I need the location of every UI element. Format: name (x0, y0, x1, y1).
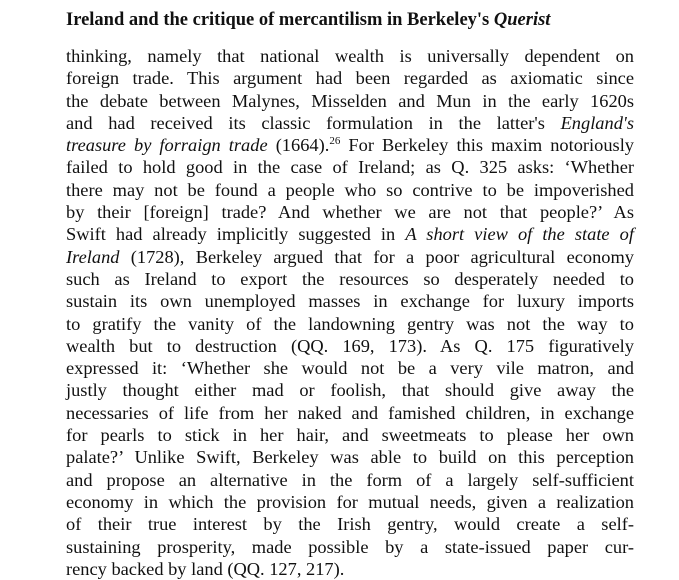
text-run: and propose an alternative in the form of a largely self-sufficient (66, 469, 634, 490)
text-run: failed to hold good in the case of Ireland; as Q. 325 asks: ‘Whether (66, 157, 634, 178)
italic-text: England's (560, 112, 634, 133)
text-run: thinking, namely that national wealth is universally dependent on (66, 46, 634, 66)
text-run: sustain its own unemployed masses in exchange for luxury imports (66, 291, 634, 312)
text-line (66, 491, 634, 513)
text-run: necessaries of life from her naked and famished children, in exchange (66, 402, 634, 423)
text-run: For Berkeley this maxim notoriously (340, 135, 634, 156)
italic-text: A short view of the state of (405, 224, 634, 245)
text-line (66, 268, 634, 290)
body-paragraph (66, 45, 634, 580)
text-line (66, 112, 634, 134)
text-line (66, 67, 634, 89)
text-line (66, 335, 634, 357)
text-line (66, 223, 634, 245)
text-run: (1664). (267, 135, 330, 156)
text-line (66, 45, 634, 67)
text-run: for pearls to stick in her hair, and sweetmeats to please her own (66, 425, 634, 446)
footnote-marker: 26 (329, 135, 341, 148)
text-run: Swift had already implicitly suggested in (66, 224, 406, 245)
text-run: palate?’ Unlike Swift, Berkeley was able to build on this perception (66, 447, 634, 468)
text-run: to gratify the vanity of the landowning gentry was not the way to (66, 313, 634, 334)
running-head-title: Ireland and the critique of mercantilism in Berkeley's (66, 10, 494, 30)
text-line (66, 513, 634, 535)
running-head (66, 8, 634, 32)
text-line (66, 156, 634, 178)
italic-text: treasure by forraign trade (66, 135, 268, 156)
text-line (66, 246, 634, 268)
text-line (66, 313, 634, 335)
text-line (66, 402, 634, 424)
text-run: expressed it: ‘Whether she would not be a very vile matron, and (66, 358, 634, 379)
text-line (66, 558, 634, 580)
text-line (66, 90, 634, 112)
text-run: of their true interest by the Irish gentry, would create a self- (66, 514, 634, 535)
text-run: there may not be found a people who so contrive to be impoverished (66, 179, 634, 200)
text-run: and had received its classic formulation in the latter's (66, 112, 561, 133)
text-line (66, 134, 634, 156)
running-head-title-italic: Querist (493, 10, 551, 30)
text-line (66, 424, 634, 446)
text-line (66, 179, 634, 201)
text-run: (1728), Berkeley argued that for a poor agricultural economy (119, 246, 634, 267)
text-run: justly thought either mad or foolish, that should give away the (66, 380, 634, 401)
text-run: sustaining prosperity, made possible by a state-issued paper cur- (66, 536, 634, 557)
page (66, 8, 634, 580)
text-run: rency backed by land (QQ. 127, 217). (66, 558, 345, 579)
text-run: the debate between Malynes, Misselden and Mun in the early 1620s (66, 90, 634, 111)
text-run: by their [foreign] trade? And whether we are not that people?’ As (66, 202, 634, 223)
italic-text: Ireland (66, 246, 120, 267)
text-run: foreign trade. This argument had been regarded as axiomatic since (66, 68, 634, 89)
text-run: wealth but to destruction (QQ. 169, 173). As Q. 175 figuratively (66, 335, 634, 356)
text-line (66, 290, 634, 312)
text-line (66, 201, 634, 223)
text-run: economy in which the provision for mutual needs, given a realization (66, 491, 634, 512)
text-line (66, 446, 634, 468)
text-line (66, 379, 634, 401)
text-line (66, 536, 634, 558)
text-line (66, 469, 634, 491)
text-run: such as Ireland to export the resources so desperately needed to (66, 268, 634, 289)
text-line (66, 357, 634, 379)
